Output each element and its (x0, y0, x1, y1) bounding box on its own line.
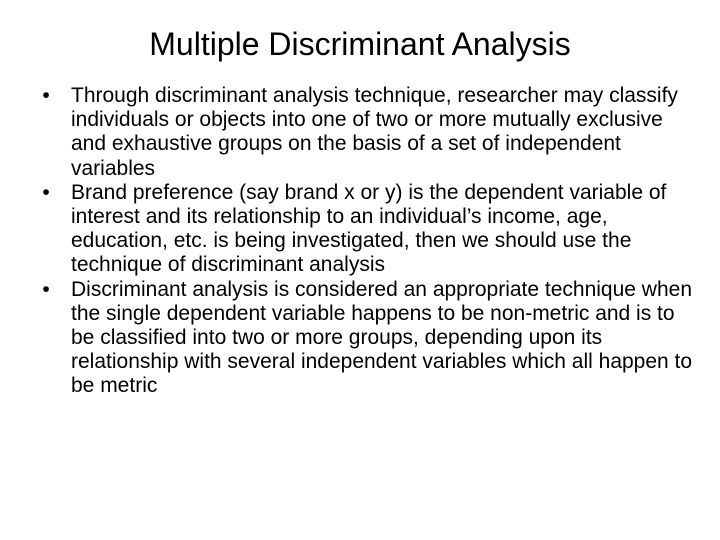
bullet-list (36, 84, 696, 399)
bullet-item (36, 84, 696, 181)
slide-title: Multiple Discriminant Analysis (149, 26, 571, 62)
bullet-marker: • (42, 180, 50, 204)
bullet-item (36, 278, 696, 399)
bullet-text: Discriminant analysis is considered an appropriate technique when the single dependent variable happens to be non-metric and is to be classified into two or more groups, depending upon its relationship with several independent variables which all happen to be metric (71, 277, 693, 398)
bullet-item (36, 181, 696, 278)
bullet-text: Brand preference (say brand x or y) is the dependent variable of interest and its relationship to an individual’s income, age, education, etc. is being investigated, then we should use the technique of discriminant analysis (71, 180, 667, 277)
bullet-marker: • (42, 84, 50, 107)
bullet-text: Through discriminant analysis technique, researcher may classify individuals or objects into one of two or more mutually exclusive and exhaustive groups on the basis of a set of independent variables (71, 84, 678, 180)
bullet-marker: • (42, 277, 50, 301)
